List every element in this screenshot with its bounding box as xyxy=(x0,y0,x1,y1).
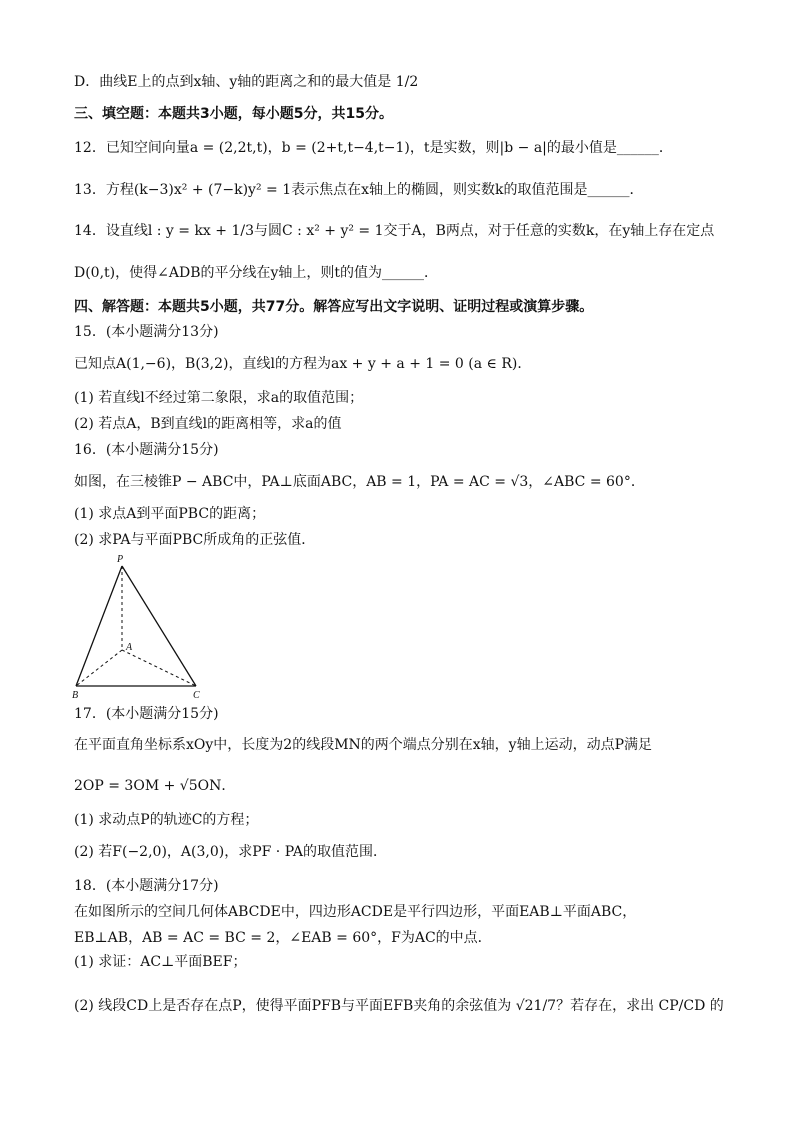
question-15-header: 15．(本小题满分13分) xyxy=(74,324,219,340)
question-12: 12．已知空间向量a = (2,2t,t)，b = (2+t,t−4,t−1)，t是实数，则|b − a|的最小值是______． xyxy=(74,140,673,156)
question-18-part1: (1) 求证：AC⊥平面BEF； xyxy=(74,954,247,970)
question-13: 13．方程(k−3)x² + (7−k)y² = 1表示焦点在x轴上的椭圆，则实数k的取值范围是______． xyxy=(74,182,644,198)
section-answer: 四、解答题：本题共5小题，共77分。解答应写出文字说明、证明过程或演算步骤。 xyxy=(74,299,594,315)
vertex-label-a: A xyxy=(126,642,133,653)
tetrahedron-figure xyxy=(66,552,216,702)
question-18-header: 18．(本小题满分17分) xyxy=(74,878,219,894)
question-16-header: 16．(本小题满分15分) xyxy=(74,442,219,458)
question-18-stem1: 在如图所示的空间几何体ABCDE中，四边形ACDE是平行四边形，平面EAB⊥平面ABC， xyxy=(74,904,637,920)
question-14-line1: 14．设直线l : y = kx + 1/3与圆C : x² + y² = 1交于A，B两点，对于任意的实数k，在y轴上存在定点 xyxy=(74,223,715,239)
question-16-part2: (2) 求PA与平面PBC所成角的正弦值． xyxy=(74,532,316,548)
edge-pc xyxy=(122,566,196,686)
question-15-stem: 已知点A(1,−6)，B(3,2)，直线l的方程为ax + y + a + 1 = 0 (a ∈ R)． xyxy=(74,356,532,372)
section-fill-blank: 三、填空题：本题共3小题，每小题5分，共15分。 xyxy=(74,106,393,122)
question-16-stem: 如图，在三棱锥P − ABC中，PA⊥底面ABC，AB = 1，PA = AC = √3，∠ABC = 60°． xyxy=(74,474,645,490)
vertex-label-c: C xyxy=(193,690,200,701)
question-16-part1: (1) 求点A到平面PBC的距离； xyxy=(74,506,266,522)
question-15-part1: (1) 若直线l不经过第二象限，求a的取值范围； xyxy=(74,390,364,406)
question-18-part2: (2) 线段CD上是否存在点P，使得平面PFB与平面EFB夹角的余弦值为 √21/7？若存在，求出 CP/CD 的 xyxy=(74,998,724,1014)
edge-pb xyxy=(76,566,122,686)
question-17-part2: (2) 若F(−2,0)，A(3,0)，求PF · PA的取值范围． xyxy=(74,844,387,860)
vertex-label-p: P xyxy=(117,554,124,565)
question-17-header: 17．(本小题满分15分) xyxy=(74,706,219,722)
question-17-vector-eq: 2OP = 3OM + √5ON． xyxy=(74,778,236,794)
vertex-label-b: B xyxy=(72,690,79,701)
question-17-stem: 在平面直角坐标系xOy中，长度为2的线段MN的两个端点分别在x轴，y轴上运动，动点P满足 xyxy=(74,737,652,753)
question-15-part2: (2) 若点A，B到直线l的距离相等，求a的值 xyxy=(74,416,342,432)
line-option-d: D．曲线E上的点到x轴、y轴的距离之和的最大值是 1/2 xyxy=(74,74,419,90)
question-17-part1: (1) 求动点P的轨迹C的方程； xyxy=(74,812,259,828)
question-14-line2: D(0,t)，使得∠ADB的平分线在y轴上，则t的值为______． xyxy=(74,265,439,281)
question-18-stem2: EB⊥AB，AB = AC = BC = 2，∠EAB = 60°，F为AC的中点． xyxy=(74,930,492,946)
